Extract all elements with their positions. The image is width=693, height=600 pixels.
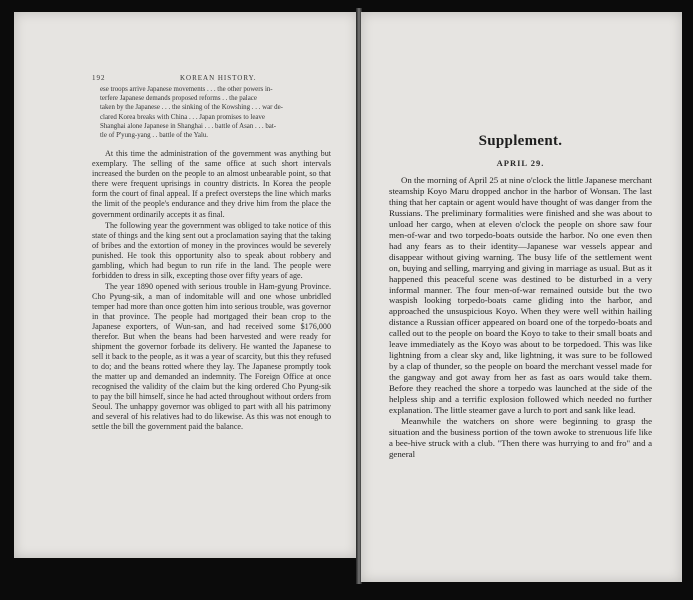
- supplement-title: Supplement.: [478, 133, 563, 149]
- left-body-text: [92, 149, 331, 432]
- left-page: [14, 12, 357, 558]
- paragraph: At this time the administration of the government was anything but exemplary. The selling of the same office at such short intervals increased the burden on the people to an almost unbearable point, so that there were frequent uprisings in country districts. In Korea the people form the court of final appeal. If a prefect oversteps the line which marks the limit of the people's endurance and they drive him from the place the government ordinarily accepts it as final.: [92, 149, 331, 219]
- summary-line: tle of P'yung-yang . . battle of the Yalu.: [100, 132, 209, 140]
- paragraph: Meanwhile the watchers on shore were beginning to grasp the situation and the business portion of the town awoke to strenuous life like a bee-hive struck with a club. "Then there was hurrying to and fro" and a general: [389, 415, 652, 459]
- summary-line: ese troops arrive Japanese movements . . . the other powers in-: [100, 86, 273, 93]
- summary-line: taken by the Japanese . . . the sinking of the Kowshing . . . war de-: [100, 104, 283, 112]
- chapter-summary: [92, 85, 331, 140]
- right-body-text: [389, 175, 652, 460]
- running-head-title: KOREAN HISTORY.: [179, 74, 257, 82]
- summary-line: Shanghai alone Japanese in Shanghai . . . battle of Asan . . . bat-: [100, 122, 277, 130]
- page-number: 192: [92, 74, 106, 82]
- right-page: [361, 12, 682, 582]
- running-header: [92, 74, 331, 82]
- summary-line: clared Korea breaks with China . . . Japan promises to leave: [100, 113, 265, 121]
- paragraph: The following year the government was obliged to take notice of this state of things and the king sent out a proclamation saying that the taking of bribes and the extortion of money in the provinces would be severely punished. He took this opportunity also to speak about robbery and gambling, which had begun to run rife in the land. The people were forbidden to dress in silk, excepting those over fifty years of age.: [92, 220, 331, 280]
- supplement-date: APRIL 29.: [496, 158, 545, 168]
- paragraph: The year 1890 opened with serious trouble in Ham-gyung Province. Cho Pyung-sik, a man of indomitable will and one whose unbridled temper had more than once gotten him into serious trouble, was governor in that province. The people had mortgaged their bean crop to the Japanese exporters, of Wun-san, and had received some $176,000 therefor. But when the beans had been harvested and were ready for shipment the governor forbade its delivery. He wanted the Japanese to sell it back to the people, as it was a year of scarcity, but this they refused to do; and the beans rotted where they lay. The Japanese promptly took the matter up and demanded an indemnity. The Foreign Office at once recognised the validity of the claim but the king ordered Cho Pyung-sik to pay the bill himself, since he had acted throughout without orders from Seoul. The unhappy governor was obliged to part with all his patrimony and several of his relatives had to do likewise. As this was not enough to settle the bill the government paid the balance.: [92, 281, 331, 432]
- paragraph: On the morning of April 25 at nine o'clock the little Japanese merchant steamship Koyo Maru dropped anchor in the harbor of Wonsan. The last thing that her captain or agent would have thought of was danger from the Russians. The preliminary formalities were finished and she was about to unload her cargo, when at eleven o'clock the people on shore saw four men-of-war and two torpedo-boats outside the harbor. No one even then had any fears as to their identity—Japanese war vessels appear and disappear without giving warning. The busy life of the settlement went on, buying and selling, marrying and giving in marriage as usual. But as it happened this peaceful scene was destined to be disturbed in a very informal manner. The four men-of-war remained outside but the two waspish looking torpedo-boats came gliding into the harbor, and approached the unsuspicious Koyo. When they were well within hailing distance a Russian officer appeared on board one of the torpedo-boats and called out to the people on board the Koyo to take to their small boats and leave immediately as the Koyo was about to be torpedoed. This was like lightning from a clear sky and, like lightning, it was sure to be followed by a clap of thunder, so the people on board the merchant vessel made for the gangway and got away from her as fast as oars would take them. Before they reached the shore a torpedo was launched at the side of the helpless ship and a terrific explosion followed which needed no further explanation. The little steamer gave a lurch to port and sank like lead.: [389, 175, 652, 416]
- summary-line: terfere Japanese demands proposed reforms . . the palace: [100, 95, 257, 103]
